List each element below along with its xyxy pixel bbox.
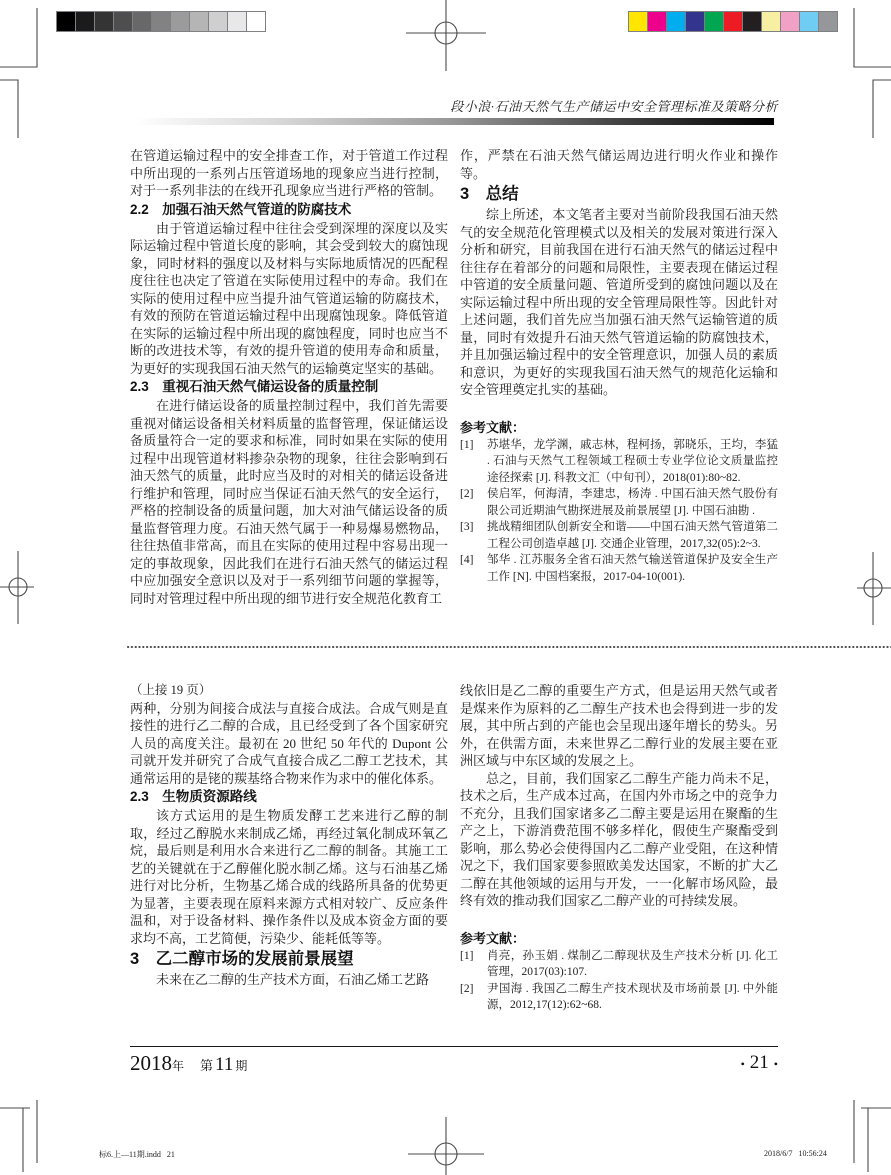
slug-filename: 标6.上—11期.indd 21 (99, 1150, 175, 1159)
crop-mark-top-left (0, 8, 37, 138)
calibration-swatch (151, 11, 171, 32)
calibration-swatch (799, 11, 819, 32)
crop-mark-bottom-left (0, 1100, 37, 1172)
continued-from-note: （上接 19 页） (130, 683, 212, 697)
calibration-swatch (685, 11, 705, 32)
calibration-swatch (189, 11, 209, 32)
reference-text: 侯启军，何海清，李建忠，杨涛 . 中国石油天然气股份有限公司近期油气勘探进展及前景展望 [J]. 中国石油勘 . (487, 488, 778, 517)
footer (130, 1050, 778, 1078)
footer-year-unit: 年 (172, 1059, 185, 1073)
crop-mark-top-right (854, 8, 891, 138)
reference-text: 挑战精细团队创新安全和谐——中国石油天然气管道第二工程公司创造卓越 [J]. 交通企业管理，2017,32(05):2~3. (487, 521, 778, 550)
footer-issue-number: 11 (215, 1054, 234, 1075)
paragraph: 两种，分别为间接合成法与直接合成法。合成气则是直接性的进行乙二醇的合成，且已经受到了各个国家研究人员的高度关注。最初在 20 世纪 50 年代的 Dupont 公司就开发并研究了合成气直接合成乙二醇工艺技术，其通常运用的是铑的羰基络合物来作为求中的催化体系。 (130, 700, 448, 786)
calibration-swatch (94, 11, 114, 32)
calibration-swatch (628, 11, 648, 32)
reference-item (460, 948, 778, 981)
calibration-swatch (208, 11, 228, 32)
paragraph: 综上所述，本文笔者主要对当前阶段我国石油天然气的安全规范化管理模式以及相关的发展对策进行深入分析和研究，目前我国在进行石油天然气的储运过程中往往存在着部分的问题和局限性，主要表现在储运过程中管道的安全质量问题、管道所受到的腐蚀问题以及在实际运输过程中所出现的安全管理局限性等。因此针对上述问题，我们首先应当加强石油天然气运输管道的质量，同时有效提升石油天然气管道运输的防腐蚀技术，并且加强运输过程中的安全管理意识，加强人员的素质和意识，为更好的实现我国石油天然气的规范化运输和安全管理奠定扎实的基础。 (460, 207, 778, 397)
calibration-swatch (647, 11, 667, 32)
calibration-swatch (56, 11, 76, 32)
section-heading-3: 3 总结 (460, 185, 519, 203)
calibration-swatch (227, 11, 247, 32)
references-title: 参考文献： (460, 930, 526, 946)
reference-item (460, 519, 778, 552)
reference-number: [1] (460, 438, 474, 451)
registration-cross-bottom (408, 1117, 484, 1175)
paragraph: 在管道运输过程中的安全排查工作，对于管道工作过程中所出现的一系列占压管道场地的现象应当进行控制，对于一系列非法的在线开孔现象应当进行严格的管制。 (130, 148, 448, 198)
color-calibration-bar (628, 11, 838, 32)
paragraph: 线依旧是乙二醇的重要生产方式，但是运用天然气或者是煤来作为原料的乙二醇生产技术也会得到进一步的发展，其中所占到的产能也会呈现出逐年增长的势头。另外，在供需方面，未来世界乙二醇行业的发展主要在亚洲区域与中东区域的发展之上。 (460, 683, 778, 768)
page-number-marker: • (773, 1057, 778, 1071)
paragraph: 总之，目前，我们国家乙二醇生产能力尚未不足，技术之后，生产成本过高，在国内外市场之中的竞争力不充分，且我们国家诸多乙二醇主要是运用在聚酯的生产之上，下游消费范围不够多样化，假使生产聚酯受到影响，那么势必会使得国内乙二醇产业受阻，在这种情况之下，我们国家要参照欧美发达国家，不断的扩大乙二醇在其他领域的运用与开发，一一化解市场风险，最终有效的推动我们国家乙二醇产业的可持续发展。 (460, 770, 778, 908)
article-divider-dotted-rule (127, 646, 891, 648)
footer-issue-unit: 期 (235, 1059, 248, 1073)
registration-cross-top (406, 0, 486, 71)
reference-number: [4] (460, 554, 474, 566)
reference-number: [1] (460, 949, 474, 962)
section-heading-2-3: 2.3 生物质资源路线 (130, 789, 257, 804)
calibration-swatch (75, 11, 95, 32)
calibration-swatch (780, 11, 800, 32)
calibration-swatch (723, 11, 743, 32)
reference-item (460, 486, 778, 519)
reference-text: 尹国海 . 我国乙二醇生产技术现状及市场前景 [J]. 中外能源，2012,17(12):62~68. (487, 982, 778, 1011)
calibration-swatch (246, 11, 266, 32)
references-title: 参考文献： (460, 419, 526, 435)
section-heading-3: 3 乙二醇市场的发展前景展望 (130, 950, 354, 968)
reference-text: 肖亮，孙玉娟 . 煤制乙二醇现状及生产技术分析 [J]. 化工管理，2017(03):107. (487, 949, 778, 978)
reference-number: [3] (460, 521, 474, 533)
calibration-swatch (704, 11, 724, 32)
article1-left-column (130, 147, 448, 607)
registration-cross-right (857, 552, 891, 625)
paragraph: 由于管道运输过程中往往会受到深埋的深度以及实际运输过程中管道长度的影响，其会受到较大的腐蚀现象，同时材料的强度以及材料与实际地质情况的匹配程度往往也决定了管道在实际使用过程中的寿命。我们在实际的使用过程中应当提升油气管道运输的防腐技术，有效的预防在管道运输过程中出现腐蚀现象。降低管道在实际的运输过程中所出现的腐蚀程度，同时也应当不断的改进技术等，有效的提升管道的使用寿命和质量，为更好的实现我国石油天然气的运输奠定坚实的基础。 (130, 220, 448, 376)
reference-item (460, 552, 778, 585)
calibration-swatch (818, 11, 838, 32)
footer-year: 2018 (130, 1051, 172, 1075)
paragraph: 未来在乙二醇的生产技术方面，石油乙烯工艺路 (156, 972, 430, 987)
article2-right-column (460, 682, 778, 1014)
slug-timestamp: 2018/6/7 10:56:24 (764, 1149, 827, 1158)
crop-mark-bottom-right (854, 1100, 891, 1172)
grayscale-calibration-bar (56, 11, 266, 32)
calibration-swatch (761, 11, 781, 32)
footer-issue-prefix: 第 (200, 1058, 214, 1073)
calibration-swatch (742, 11, 762, 32)
reference-number: [2] (460, 982, 474, 995)
registration-cross-left (0, 551, 34, 624)
references-article2 (460, 930, 778, 1014)
section-heading-2-3: 2.3 重视石油天然气储运设备的质量控制 (130, 379, 379, 394)
running-title: 段小浪·石油天然气生产储运中安全管理标准及策略分析 (450, 99, 778, 114)
reference-item (460, 437, 778, 487)
footer-rule (130, 1046, 778, 1047)
page-number-value: 21 (749, 1052, 769, 1073)
reference-number: [2] (460, 488, 474, 500)
article1-right-column (460, 147, 778, 585)
paragraph: 在进行储运设备的质量控制过程中，我们首先需要重视对储运设备相关材料质量的监督管理，保证储运设备质量符合一定的要求和标准，同时如果在实际的使用过程中出现管道材料掺杂杂物的现象，往往会影响到石油天然气的质量，此时应当及时的对相关的储运设备进行维护和管理，同时应当保证石油天然气的安全运行，严格的控制设备的质量问题，加大对油气储运设备的质量监督管理力度。石油天然气属于一种易爆易燃物品，往往热值非常高，而且在实际的使用过程中容易出现一定的事故现象，因此我们在进行石油天然气的储运过程中应加强安全意识以及对于一系列细节问题的掌握等，同时对管理过程中所出现的细节进行安全规范化教育工 (130, 398, 448, 606)
section-heading-2-2: 2.2 加强石油天然气管道的防腐技术 (130, 201, 352, 217)
paragraph: 该方式运用的是生物质发酵工艺来进行乙醇的制取，经过乙醇脱水来制成乙烯，再经过氧化制成环氧乙烷，最后则是利用水合来进行乙二醇的制备。其施工工艺的关键就在于乙醇催化脱水制乙烯。这与石油基乙烯进行对比分析，生物基乙烯合成的线路所具备的优势更为显著，主要表现在原料来源方式相对较广、反应条件温和，对于设备材料、操作条件以及成本资金方面的要求均不高，工艺简便，污染少、能耗低等等。 (130, 808, 448, 946)
reference-text: 苏堪华，龙学渊，戚志林，程柯扬，郭晓乐，王均，李猛 . 石油与天然气工程领域工程硕士专业学位论文质量监控途径探索 [J]. 科教文汇（中旬刊），2018(01):80~82. (487, 438, 778, 484)
header-gradient-rule (134, 118, 774, 125)
page-number (741, 1052, 778, 1074)
calibration-swatch (132, 11, 152, 32)
reference-text: 邹华 . 江苏服务全省石油天然气输送管道保护及安全生产工作 [N]. 中国档案报，2017-04-10(001). (487, 554, 778, 583)
reference-item (460, 981, 778, 1014)
article2-left-column (130, 682, 448, 989)
footer-issue-info (130, 1051, 247, 1076)
page-number-marker: • (740, 1057, 745, 1071)
calibration-swatch (170, 11, 190, 32)
calibration-swatch (666, 11, 686, 32)
calibration-swatch (113, 11, 133, 32)
references-article1 (460, 419, 778, 586)
paragraph: 作，严禁在石油天然气储运周边进行明火作业和操作等。 (460, 148, 778, 181)
